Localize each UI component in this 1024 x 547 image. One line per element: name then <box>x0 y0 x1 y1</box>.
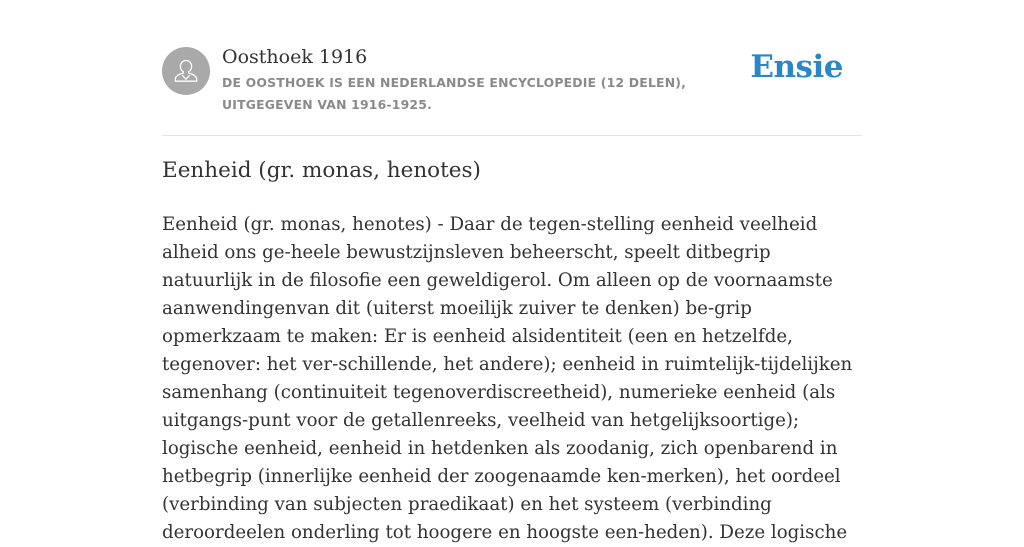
article-title: Eenheid (gr. monas, henotes) <box>162 158 481 183</box>
ensie-logo-link[interactable]: Ensie <box>750 49 843 85</box>
header-divider <box>162 135 862 136</box>
source-avatar[interactable] <box>162 47 210 95</box>
article-body: Eenheid (gr. monas, henotes) - Daar de tegen-stelling eenheid veelheid alheid ons ge-heele bewustzijnsleven beheerscht, speelt ditbegrip natuurlijk in de filosofie een geweldigerol. Om alleen op de voornaamste aanwendingenvan dit (uiterst moeilijk zuiver te denken) be-grip opmerkzaam te maken: Er is eenheid alsidentiteit (een en hetzelfde, tegenover: het ver-schillende, het andere); eenheid in ruimtelijk-tijdelijken samenhang (continuiteit tegenoverdiscreetheid), numerieke eenheid (als uitgangs-punt voor de getallenreeks, veelheid van hetgelijksoortige); logische eenheid, eenheid in hetdenken als zoodanig, zich openbarend in hetbegrip (innerlijke eenheid der zoogenaamde ken-merken), het oordeel (verbinding van subjecten praedikaat) en het systeem (verbinding deroordeelen onderling tot hoogere en hoogste een-heden). Deze logische <box>162 214 853 543</box>
source-description: DE OOSTHOEK IS EEN NEDERLANDSE ENCYCLOPEDIE (12 DELEN), UITGEGEVEN VAN 1916-1925. <box>222 75 687 112</box>
source-header <box>162 42 862 136</box>
source-title[interactable]: Oosthoek 1916 <box>222 46 368 68</box>
user-icon <box>171 56 201 86</box>
